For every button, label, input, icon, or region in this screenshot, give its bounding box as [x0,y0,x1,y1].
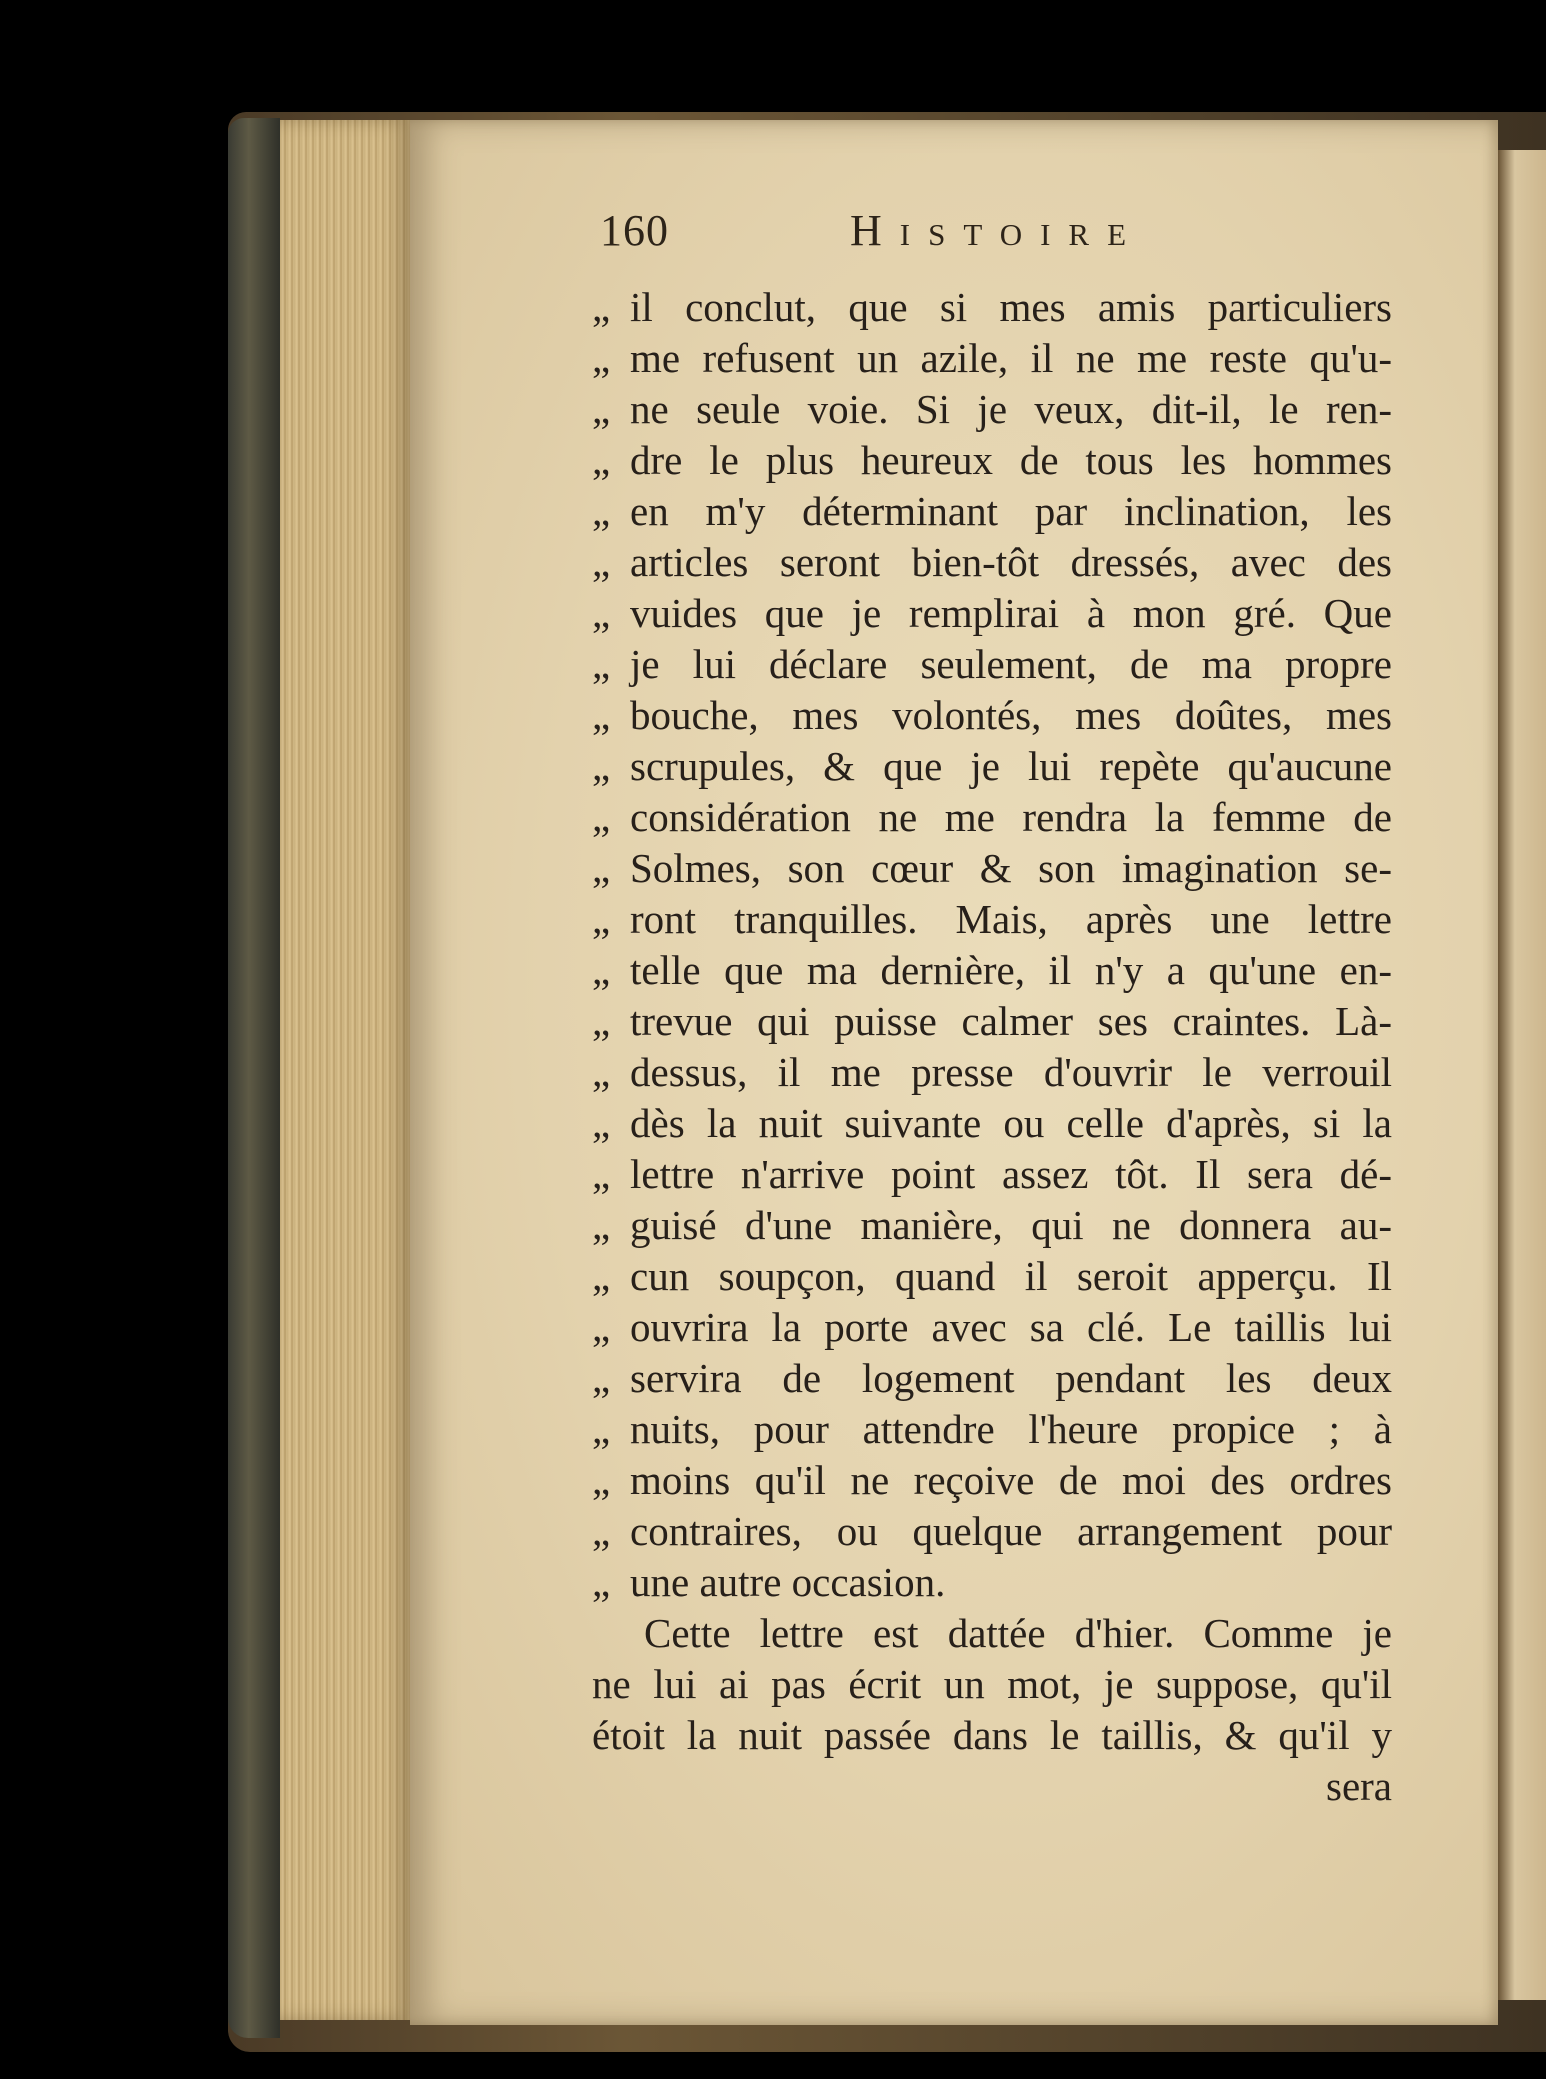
line-text: servira de logement pendant les deux [630,1355,1392,1401]
quoted-letter [592,282,1392,1608]
quote-mark: „ [592,1304,611,1350]
line-text: ne seule voie. Si je veux, dit-il, le ren- [630,386,1392,432]
text-line [592,282,1392,333]
text-line [592,384,1392,435]
line-text: me refusent un azile, il ne me reste qu'u- [630,335,1392,381]
quote-mark: „ [592,437,611,483]
line-text: il conclut, que si mes amis particuliers [630,284,1392,330]
text-line [592,1404,1392,1455]
text-line [592,690,1392,741]
line-text: je lui déclare seulement, de ma propre [630,641,1392,687]
line-text: scrupules, & que je lui repète qu'aucune [630,743,1392,789]
quote-mark: „ [592,1508,611,1554]
line-text: lettre n'arrive point assez tôt. Il sera dé- [630,1151,1392,1197]
quote-mark: „ [592,743,611,789]
text-line [592,741,1392,792]
line-text: ront tranquilles. Mais, après une lettre [630,896,1392,942]
text-line [592,1047,1392,1098]
page-edges [280,120,410,2020]
catchword-line [592,1761,1392,1812]
line-text: en m'y déterminant par inclination, les [630,488,1392,534]
line-text: ouvrira la porte avec sa clé. Le taillis lui [630,1304,1392,1350]
quote-mark: „ [592,1253,611,1299]
line-text: guisé d'une manière, qui ne donnera au- [630,1202,1392,1248]
quote-mark: „ [592,1049,611,1095]
book-spine [228,118,280,2038]
line-text: étoit la nuit passée dans le taillis, & qu'il y [592,1712,1392,1758]
page-number: 160 [600,206,669,255]
quote-mark: „ [592,845,611,891]
running-head [600,205,1144,265]
line-text: ne lui ai pas écrit un mot, je suppose, qu'il [592,1661,1392,1707]
text-line [592,894,1392,945]
text-line [592,1353,1392,1404]
text-line [592,486,1392,537]
quote-mark: „ [592,794,611,840]
quote-mark: „ [592,896,611,942]
line-text: dessus, il me presse d'ouvrir le verrouil [630,1049,1392,1095]
quote-mark: „ [592,335,611,381]
paragraph [592,1608,1392,1761]
text-line [592,843,1392,894]
quote-mark: „ [592,692,611,738]
text-line [592,333,1392,384]
quote-mark: „ [592,1151,611,1197]
quote-mark: „ [592,641,611,687]
text-line [592,1200,1392,1251]
line-text: contraires, ou quelque arrangement pour [630,1508,1392,1554]
quote-mark: „ [592,998,611,1044]
text-line [592,588,1392,639]
quote-mark: „ [592,1559,611,1605]
text-line [592,1455,1392,1506]
quote-mark: „ [592,1457,611,1503]
quote-mark: „ [592,590,611,636]
text-line [592,1557,1392,1608]
quote-mark: „ [592,1202,611,1248]
text-line [592,1251,1392,1302]
quote-mark: „ [592,1100,611,1146]
quote-mark: „ [592,284,611,330]
quote-mark: „ [592,1406,611,1452]
body-text [592,282,1392,1812]
line-text: articles seront bien-tôt dressés, avec des [630,539,1392,585]
quote-mark: „ [592,488,611,534]
line-text: telle que ma dernière, il n'y a qu'une en- [630,947,1392,993]
line-text: nuits, pour attendre l'heure propice ; à [630,1406,1392,1452]
line-text: trevue qui puisse calmer ses craintes. Là- [630,998,1392,1044]
quote-mark: „ [592,539,611,585]
line-text: vuides que je remplirai à mon gré. Que [630,590,1392,636]
text-line [592,537,1392,588]
text-line [592,1659,1392,1710]
quote-mark: „ [592,1355,611,1401]
line-text: bouche, mes volontés, mes doûtes, mes [630,692,1392,738]
text-line [592,1302,1392,1353]
text-line [592,639,1392,690]
text-line [592,945,1392,996]
text-line [592,1710,1392,1761]
text-line [592,1608,1392,1659]
text-line [592,435,1392,486]
text-line [592,1149,1392,1200]
catchword: sera [1325,1763,1392,1809]
line-text: une autre occasion. [630,1559,946,1605]
line-text: dès la nuit suivante ou celle d'après, si la [630,1100,1392,1146]
line-text: moins qu'il ne reçoive de moi des ordres [630,1457,1392,1503]
line-text: cun soupçon, quand il seroit apperçu. Il [630,1253,1392,1299]
text-line [592,792,1392,843]
quote-mark: „ [592,386,611,432]
line-text: dre le plus heureux de tous les hommes [630,437,1392,483]
facing-page-edge [1498,150,1546,2000]
line-text: Solmes, son cœur & son imagination se- [630,845,1392,891]
text-line [592,1506,1392,1557]
line-text: considération ne me rendra la femme de [630,794,1392,840]
text-line [592,996,1392,1047]
quote-mark: „ [592,947,611,993]
running-title: Histoire [850,206,1145,255]
line-text: Cette lettre est dattée d'hier. Comme je [644,1610,1392,1656]
text-line [592,1098,1392,1149]
